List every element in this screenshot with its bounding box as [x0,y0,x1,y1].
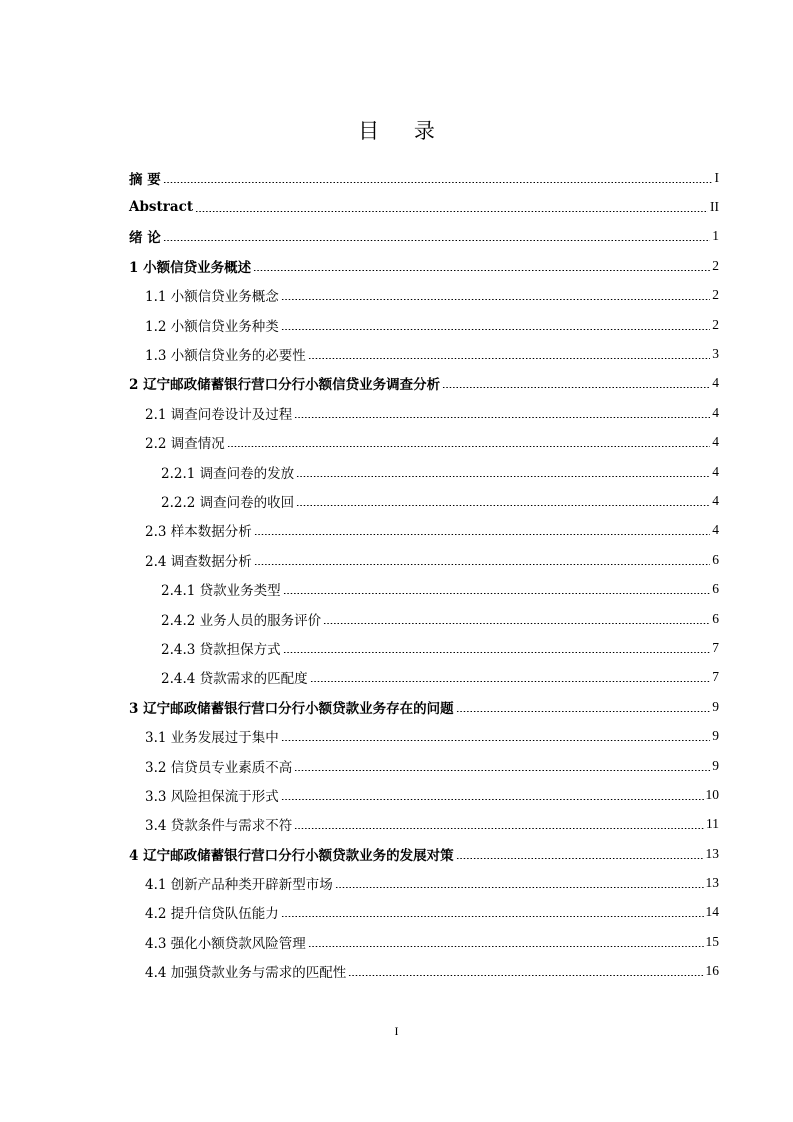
toc-entry-page: 7 [712,639,719,655]
page-title: 目 录 [358,119,449,143]
toc-entry-page: 2 [712,287,719,303]
toc-entry[interactable] [129,780,719,809]
page-number: I [394,1024,399,1038]
toc-entry[interactable] [129,692,719,721]
toc-dot-leader [294,828,704,829]
toc-entry-title: 3 辽宁邮政储蓄银行营口分行小额贷款业务存在的问题 [129,700,454,717]
toc-entry[interactable] [129,457,719,486]
toc-entry-title: 2.2.2 调查问卷的收回 [161,494,295,511]
toc-dot-leader [296,505,710,506]
toc-entry-page: 3 [712,346,719,362]
toc-entry[interactable] [129,222,719,251]
table-of-contents [129,163,719,986]
toc-dot-leader [254,534,710,535]
toc-dot-leader [281,916,704,917]
toc-dot-leader [442,387,710,388]
toc-entry-title: 2.4.4 贷款需求的匹配度 [161,671,308,688]
toc-entry-title: 2.2 调查情况 [145,436,225,453]
toc-entry[interactable] [129,898,719,927]
toc-dot-leader [294,417,710,418]
toc-dot-leader [281,299,710,300]
toc-entry[interactable] [129,163,719,192]
toc-dot-leader [283,652,711,653]
toc-entry-page: 14 [705,904,719,920]
toc-dot-leader [227,446,710,447]
toc-entry-page: 6 [712,581,719,597]
toc-entry-page: I [714,169,719,185]
toc-dot-leader [308,358,710,359]
toc-entry-title: 4.4 加强贷款业务与需求的匹配性 [145,965,347,982]
toc-entry-page: 4 [712,434,719,450]
toc-entry-page: 4 [712,375,719,391]
toc-dot-leader [310,681,711,682]
toc-entry-title: 2.3 样本数据分析 [145,524,252,541]
toc-entry-page: 15 [705,933,719,949]
toc-entry-title: 4.1 创新产品种类开辟新型市场 [145,877,333,894]
toc-entry[interactable] [129,398,719,427]
toc-entry-page: 10 [705,786,719,802]
toc-entry[interactable] [129,868,719,897]
toc-dot-leader [163,182,713,183]
toc-entry-title: 摘 要 [129,171,161,188]
toc-entry[interactable] [129,663,719,692]
toc-entry-title: 3.1 业务发展过于集中 [145,730,279,747]
toc-entry[interactable] [129,574,719,603]
toc-entry-page: 1 [712,228,719,244]
toc-dot-leader [456,858,704,859]
toc-dot-leader [335,887,704,888]
toc-entry-title: 绪 论 [129,230,161,247]
toc-entry[interactable] [129,633,719,662]
toc-entry[interactable] [129,721,719,750]
toc-entry-page: 9 [712,698,719,714]
toc-entry-title: 3.3 风险担保流于形式 [145,788,279,805]
toc-entry-title: 3.2 信贷员专业素质不高 [145,759,293,776]
toc-dot-leader [308,946,704,947]
toc-dot-leader [323,623,710,624]
toc-entry-page: 9 [712,728,719,744]
toc-dot-leader [281,329,710,330]
toc-entry-title: Abstract [129,199,194,216]
toc-dot-leader [254,564,710,565]
toc-entry-page: 13 [705,875,719,891]
toc-entry-page: 13 [705,845,719,861]
toc-entry-page: 4 [712,463,719,479]
toc-entry-page: 4 [712,492,719,508]
toc-entry[interactable] [129,251,719,280]
toc-entry[interactable] [129,927,719,956]
toc-entry-page: II [710,199,719,215]
toc-entry-page: 16 [705,963,719,979]
toc-entry[interactable] [129,839,719,868]
toc-entry-title: 2 辽宁邮政储蓄银行营口分行小额信贷业务调查分析 [129,377,441,394]
toc-entry-title: 4 辽宁邮政储蓄银行营口分行小额贷款业务的发展对策 [129,847,454,864]
toc-entry-page: 7 [712,669,719,685]
toc-dot-leader [281,799,704,800]
toc-dot-leader [281,740,710,741]
toc-entry-title: 1.1 小额信贷业务概念 [145,289,279,306]
toc-dot-leader [348,975,703,976]
toc-entry[interactable] [129,751,719,780]
toc-entry-title: 2.4.3 贷款担保方式 [161,641,281,658]
toc-entry-title: 2.4.1 贷款业务类型 [161,583,281,600]
toc-entry[interactable] [129,192,719,221]
toc-entry-title: 1 小额信贷业务概述 [129,259,252,276]
toc-dot-leader [296,476,710,477]
toc-entry-page: 4 [712,404,719,420]
toc-dot-leader [456,711,711,712]
toc-entry[interactable] [129,281,719,310]
toc-entry-page: 4 [712,522,719,538]
toc-entry-page: 9 [712,757,719,773]
toc-entry-title: 1.3 小额信贷业务的必要性 [145,348,306,365]
toc-entry[interactable] [129,428,719,457]
toc-entry-page: 2 [712,316,719,332]
toc-entry[interactable] [129,310,719,339]
toc-entry[interactable] [129,957,719,986]
toc-entry-page: 6 [712,551,719,567]
toc-dot-leader [294,770,710,771]
toc-dot-leader [163,240,711,241]
toc-entry-page: 11 [706,816,719,832]
toc-entry[interactable] [129,369,719,398]
toc-dot-leader [195,211,708,212]
toc-entry-title: 2.4 调查数据分析 [145,553,252,570]
toc-entry-title: 2.4.2 业务人员的服务评价 [161,612,322,629]
toc-entry[interactable] [129,486,719,515]
toc-entry[interactable] [129,516,719,545]
toc-entry[interactable] [129,604,719,633]
toc-dot-leader [253,270,710,271]
toc-entry-page: 6 [712,610,719,626]
toc-dot-leader [283,593,711,594]
toc-entry-title: 2.1 调查问卷设计及过程 [145,406,293,423]
toc-entry[interactable] [129,545,719,574]
toc-entry-page: 2 [712,257,719,273]
toc-entry-title: 4.3 强化小额贷款风险管理 [145,935,306,952]
toc-entry[interactable] [129,339,719,368]
toc-entry-title: 3.4 贷款条件与需求不符 [145,818,293,835]
toc-entry-title: 1.2 小额信贷业务种类 [145,318,279,335]
toc-entry-title: 4.2 提升信贷队伍能力 [145,906,279,923]
toc-entry-title: 2.2.1 调查问卷的发放 [161,465,295,482]
toc-entry[interactable] [129,810,719,839]
